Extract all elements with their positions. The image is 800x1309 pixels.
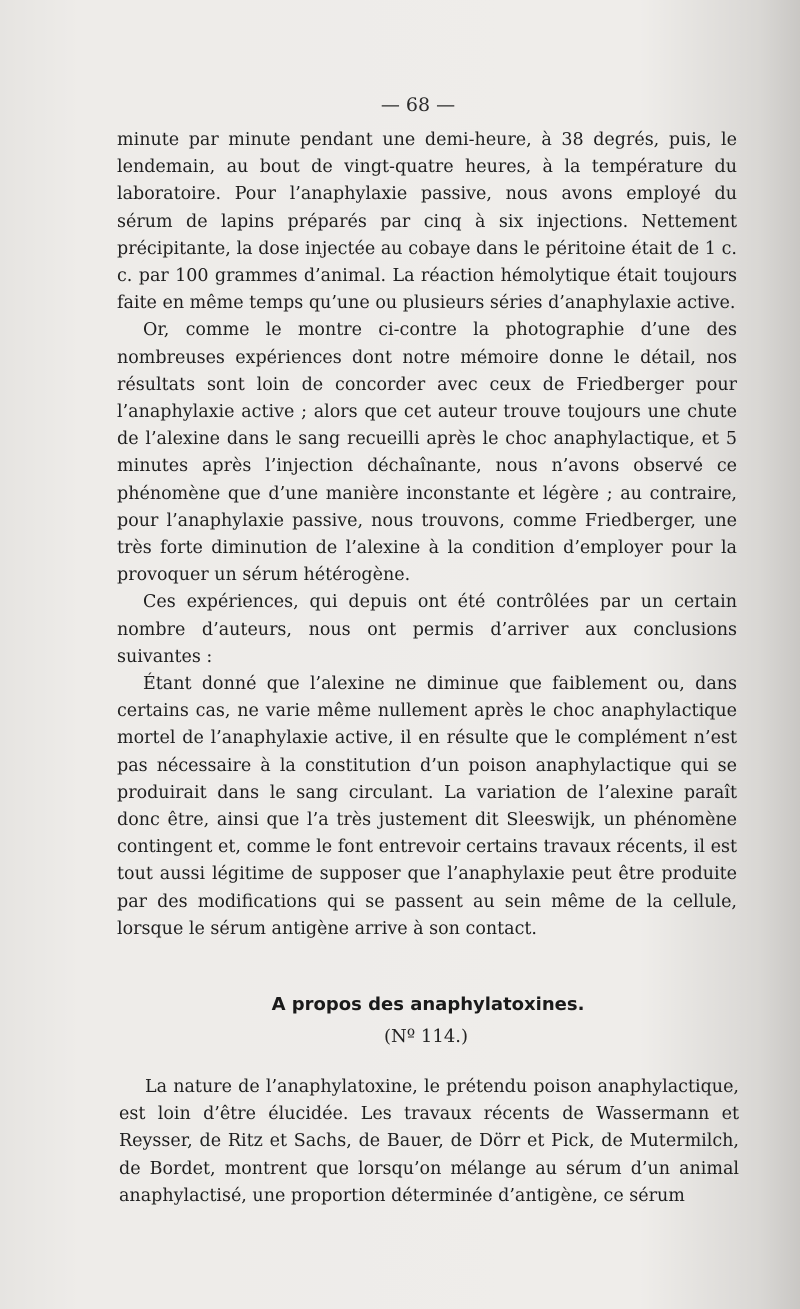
section-number: (Nº 114.)	[383, 1026, 469, 1047]
paragraph: minute par minute pendant une demi-heure, à 38 degrés, puis, le lendemain, au bout de vingt-quatre heures, à la température du laboratoire. Pour l’anaphylaxie passive, nous avons employé du sérum de lapins préparés par cinq à six injections. Nettement précipitante, la dose injectée au cobaye dans le péritoine était de 1 c. c. par 100 grammes d’animal. La réaction hémolytique était toujours faite en même temps qu’une ou plusieurs séries d’anaphylaxie active.	[117, 130, 737, 314]
section-title: A propos des anaphylatoxines.	[271, 994, 585, 1015]
main-text	[117, 127, 737, 943]
paragraph: La nature de l’anaphylatoxine, le prétendu poison anaphylactique, est loin d’être élucidée. Les travaux récents de Wassermann et Reysser, de Ritz et Sachs, de Bauer, de Dörr et Pick, de Mutermilch, de Bordet, montrent que lorsqu’on mélange au sérum d’un animal anaphylactisé, une proportion déterminée d’antigène, ce sérum	[119, 1077, 739, 1206]
paragraph: Or, comme le montre ci-contre la photographie d’une des nombreuses expériences dont notre mémoire donne le détail, nos résultats sont loin de concorder avec ceux de Friedberger pour l’anaphylaxie active ; alors que cet auteur trouve toujours une chute de l’alexine dans le sang recueilli après le choc anaphylactique, et 5 minutes après l’injection déchaînante, nous n’avons observé ce phénomène que d’une manière inconstante et légère ; au contraire, pour l’anaphylaxie passive, nous trouvons, comme Friedberger, une très forte diminution de l’alexine à la condition d’employer pour la provoquer un sérum hétérogène.	[117, 320, 737, 586]
page-number: — 68 —	[380, 94, 456, 116]
paragraph: Étant donné que l’alexine ne diminue que faiblement ou, dans certains cas, ne varie même nullement après le choc anaphylactique mortel de l’anaphylaxie active, il en résulte que le complément n’est pas nécessaire à la constitution d’un poison anaphylactique qui se produirait dans le sang circulant. La variation de l’alexine paraît donc être, ainsi que l’a très justement dit Sleeswijk, un phénomène contingent et, comme le font entrevoir certains travaux récents, il est tout aussi légitime de supposer que l’anaphylaxie peut être produite par des modifications qui se passent au sein même de la cellule, lorsque le sérum antigène arrive à son contact.	[117, 674, 737, 939]
section-text	[119, 1074, 739, 1210]
paragraph: Ces expériences, qui depuis ont été contrôlées par un certain nombre d’auteurs, nous ont permis d’arriver aux conclusions suivantes :	[117, 592, 737, 667]
